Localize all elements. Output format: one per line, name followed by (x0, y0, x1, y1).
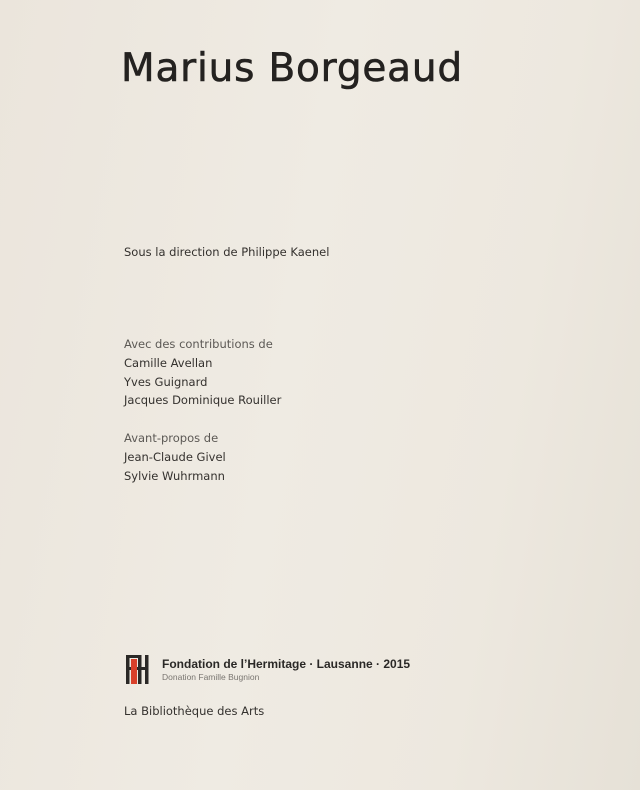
publisher-donation: Donation Famille Bugnion (162, 672, 260, 682)
contributor-name: Yves Guignard (124, 375, 208, 389)
contributor-name: Jacques Dominique Rouiller (124, 393, 282, 407)
contributions-heading: Avec des contributions de (124, 337, 273, 351)
foreword-author-name: Sylvie Wuhrmann (124, 469, 225, 483)
foreword-heading: Avant-propos de (124, 431, 219, 445)
foreword-author-name: Jean-Claude Givel (124, 450, 226, 464)
book-title: Marius Borgeaud (121, 46, 463, 91)
contributor-name: Camille Avellan (124, 356, 213, 370)
fondation-hermitage-logo-icon (126, 655, 151, 684)
editor-credit: Sous la direction de Philippe Kaenel (124, 245, 330, 259)
press-name: La Bibliothèque des Arts (124, 704, 265, 718)
publisher-name: Fondation de l’Hermitage · Lausanne · 2015 (162, 657, 411, 671)
